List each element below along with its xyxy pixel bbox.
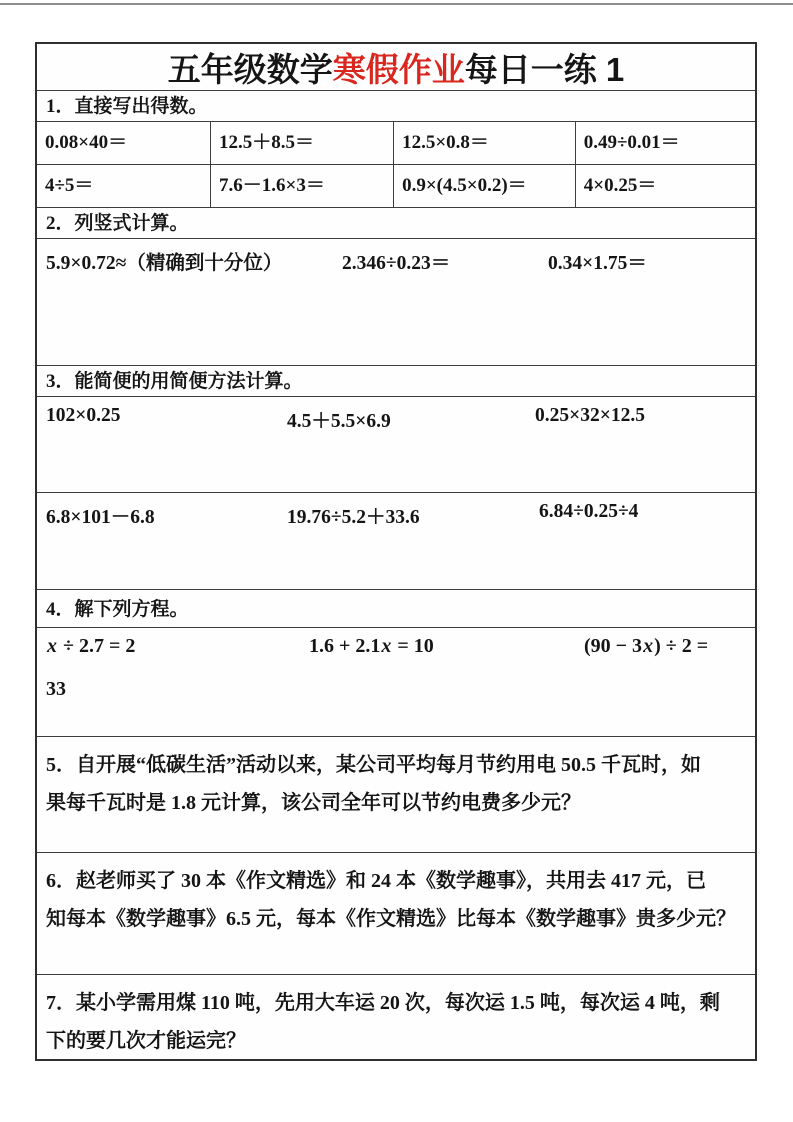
word-problem-6 xyxy=(37,852,755,974)
quick-calc-row-2 xyxy=(37,164,755,207)
quick-calc-cell: 4×0.25＝ xyxy=(575,165,755,207)
word-problem-7 xyxy=(37,974,755,1059)
section-1-grid xyxy=(37,121,755,207)
problem-text-line: 下的要几次才能运完？ xyxy=(46,1030,246,1052)
section-2-workspace xyxy=(37,238,755,365)
quick-calc-cell: 0.9×(4.5×0.2)＝ xyxy=(393,165,575,207)
problem-expression: 0.34×1.75＝ xyxy=(548,253,647,274)
problem-expression: 102×0.25 xyxy=(46,405,121,426)
problem-text-line: 5．自开展“低碳生活”活动以来，某公司平均每月节约用电 50.5 千瓦时，如 xyxy=(46,754,701,776)
equation-wrapped-line: 33 xyxy=(46,678,66,700)
section-3-workspace-1 xyxy=(37,396,755,492)
equation-post: ) ÷ 2 = xyxy=(654,635,709,657)
section-4-workspace xyxy=(37,627,755,736)
equation-variable: x xyxy=(47,635,57,657)
equation xyxy=(46,635,135,658)
section-3-header: 3．能简便的用简便方法计算。 xyxy=(37,365,755,396)
equation-post: ÷ 2.7 = 2 xyxy=(58,635,136,657)
word-problem-5 xyxy=(37,736,755,852)
problem-expression: 6.8×101－6.8 xyxy=(46,507,155,528)
quick-calc-row-1 xyxy=(37,122,755,164)
worksheet-table xyxy=(35,42,757,1061)
problem-text-line: 6．赵老师买了 30 本《作文精选》和 24 本《数学趣事》，共用去 417 元，已 xyxy=(46,870,706,892)
title-prefix: 五年级数学 xyxy=(167,50,333,88)
problem-expression: 0.25×32×12.5 xyxy=(535,405,645,426)
page-title xyxy=(37,44,755,90)
problem-expression: 19.76÷5.2＋33.6 xyxy=(287,507,420,528)
title-suffix: 每日一练 1 xyxy=(464,50,625,88)
quick-calc-cell: 0.49÷0.01＝ xyxy=(575,122,755,164)
quick-calc-cell: 12.5＋8.5＝ xyxy=(210,122,393,164)
equation-pre: 1.6 + 2.1 xyxy=(309,635,381,657)
problem-expression: 6.84÷0.25÷4 xyxy=(539,501,639,522)
problem-text-line: 知每本《数学趣事》6.5 元，每本《作文精选》比每本《数学趣事》贵多少元？ xyxy=(46,908,736,930)
problem-text-line: 7．某小学需用煤 110 吨，先用大车运 20 次，每次运 1.5 吨，每次运 4 吨，剩 xyxy=(46,992,720,1014)
equation xyxy=(309,635,434,658)
problem-expression: 5.9×0.72≈（精确到十分位） xyxy=(46,253,283,274)
problem-expression: 4.5＋5.5×6.9 xyxy=(287,411,391,432)
problem-text-line: 果每千瓦时是 1.8 元计算，该公司全年可以节约电费多少元？ xyxy=(46,792,581,814)
problem-expression: 2.346÷0.23＝ xyxy=(342,253,451,274)
quick-calc-cell: 7.6－1.6×3＝ xyxy=(210,165,393,207)
quick-calc-cell: 4÷5＝ xyxy=(45,175,94,196)
equation-variable: x xyxy=(643,635,654,657)
quick-calc-cell: 12.5×0.8＝ xyxy=(393,122,575,164)
section-1-header: 1．直接写出得数。 xyxy=(37,90,755,121)
equation-pre: (90 − 3 xyxy=(584,635,643,657)
title-highlight: 寒假作业 xyxy=(332,50,465,88)
equation xyxy=(584,635,708,658)
equation-variable: x xyxy=(381,635,392,657)
quick-calc-cell: 0.08×40＝ xyxy=(45,132,128,153)
section-3-workspace-2 xyxy=(37,492,755,589)
section-2-header: 2．列竖式计算。 xyxy=(37,207,755,238)
section-4-header: 4．解下列方程。 xyxy=(37,589,755,627)
equation-post: = 10 xyxy=(392,635,434,657)
page-top-rule xyxy=(0,3,793,5)
